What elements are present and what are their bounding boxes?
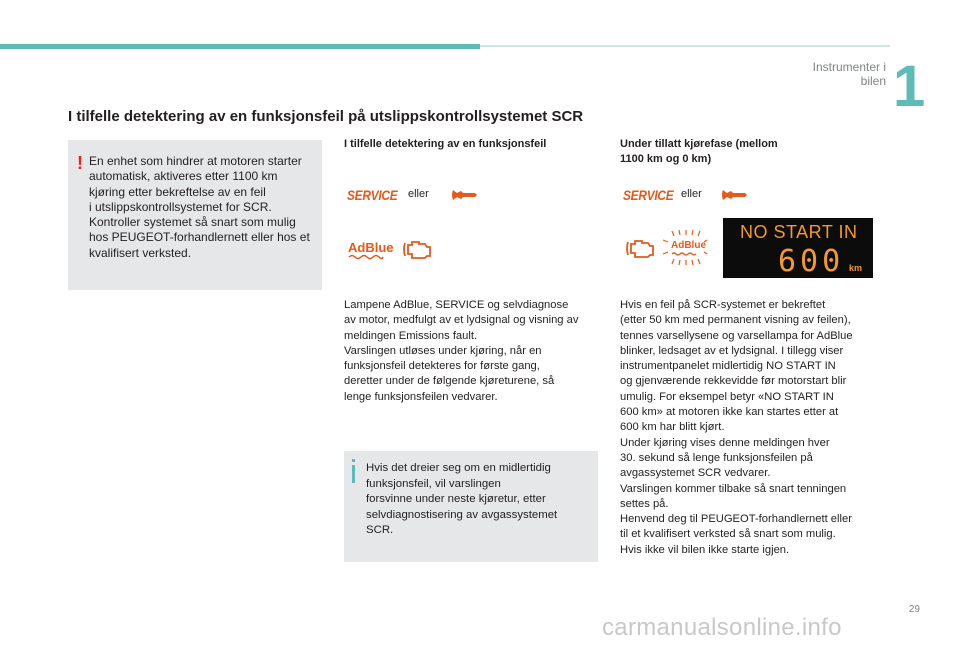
engine-check-icon: [403, 237, 435, 261]
eller-label: eller: [681, 188, 702, 200]
adblue-small-label: AdBlue: [671, 240, 706, 251]
adblue-indicator: AdBlue: [348, 240, 394, 255]
col2-line: Varslingen kommer tilbake så snart tenningen: [620, 482, 847, 495]
col1-line: deretter under de følgende kjøreturene, så: [344, 375, 555, 388]
col1-line: Varslingen utløses under kjøring, når en: [344, 344, 542, 357]
col1-heading: I tilfelle detektering av en funksjonsfeil: [344, 138, 547, 150]
col2-line: tennes varsellysene og varsellampa for AdBlue: [620, 329, 853, 342]
col2-line: Hvis ikke vil bilen ikke starte igjen.: [620, 543, 790, 556]
warning-line: automatisk, aktiveres etter 1100 km: [89, 169, 278, 184]
page-title: I tilfelle detektering av en funksjonsfeil på utslippskontrollsystemet SCR: [68, 108, 584, 125]
header-accent-bar: [0, 44, 480, 49]
no-start-title: NO START IN: [740, 222, 858, 242]
service-indicator: SERVICE: [347, 187, 398, 203]
info-line: SCR.: [366, 524, 394, 536]
no-start-value: 600: [778, 244, 845, 279]
wrench-icon: [450, 184, 480, 204]
chapter-number: 1: [893, 54, 926, 119]
col2-line: blinker, ledsaget av et lydsignal. I tillegg viser: [620, 344, 844, 357]
info-icon: [352, 459, 355, 483]
col1-line: Lampene AdBlue, SERVICE og selvdiagnose: [344, 299, 569, 311]
col2-line: Under kjøring vises denne meldingen hver: [620, 436, 830, 449]
col2-line: til et kvalifisert verksted så snart som mulig.: [620, 528, 836, 541]
adblue-waves-icon: [348, 254, 384, 260]
warning-text: [89, 154, 317, 261]
col2-line: 600 km har blitt kjørt.: [620, 421, 725, 434]
exclamation-warning-icon: !: [77, 153, 83, 173]
eller-label: eller: [408, 188, 429, 200]
col2-line: (etter 50 km med permanent visning av feilen),: [620, 314, 851, 327]
no-start-unit: km: [849, 263, 863, 273]
col2-line: Hvis en feil på SCR-systemet er bekreftet: [620, 299, 826, 311]
wrench-icon: [720, 184, 750, 204]
info-line: Hvis det dreier seg om en midlertidig: [366, 462, 551, 474]
info-line: funksjonsfeil, vil varslingen: [366, 477, 501, 490]
col1-paragraph: [344, 298, 598, 405]
col2-paragraph: [620, 298, 880, 558]
col1-line: funksjonsfeil detekteres for første gang,: [344, 360, 540, 373]
info-line: forsvinne under neste kjøretur, etter: [366, 493, 546, 505]
col2-heading: [620, 137, 870, 167]
warning-line: i utslippskontrollsystemet for SCR.: [89, 199, 272, 214]
col2-line: settes på.: [620, 497, 669, 510]
info-line: selvdiagnostisering av avgassystemet: [366, 508, 558, 521]
col2-heading-line: Under tillatt kjørefase (mellom: [620, 138, 778, 150]
col2-line: umulig. For eksempel betyr «NO START IN: [620, 390, 834, 403]
col2-line: 30. sekund så lenge funksjonsfeilen på: [620, 451, 813, 464]
col1-line: meldingen Emissions fault.: [344, 329, 478, 342]
header-rule: [480, 45, 890, 47]
col1-line: lenge funksjonsfeilen vedvarer.: [344, 390, 498, 403]
col2-line: avgassystemet SCR vedvarer.: [620, 467, 771, 480]
col2-line: 600 km» at motoren ikke kan startes etter at: [620, 406, 839, 419]
col2-heading-line: 1100 km og 0 km): [620, 153, 712, 165]
col2-line: og gjenværende rekkevidde før motorstart blir: [620, 375, 847, 388]
col2-line: Henvend deg til PEUGEOT-forhandlernett eller: [620, 513, 852, 526]
service-indicator: SERVICE: [623, 187, 674, 203]
warning-line: hos PEUGEOT-forhandlernett eller hos et: [89, 230, 310, 245]
col2-line: instrumentpanelet midlertidig NO START IN: [620, 360, 836, 373]
warning-line: kvalifisert verksted.: [89, 245, 192, 260]
warning-line: En enhet som hindrer at motoren starter: [89, 154, 302, 168]
col1-line: av motor, medfulgt av et lydsignal og visning av: [344, 314, 579, 327]
adblue-flashing-icon: [660, 228, 708, 268]
warning-line: kjøring etter bekreftelse av en feil: [89, 184, 266, 199]
info-text: [366, 461, 591, 539]
warning-line: Kontroller systemet så snart som mulig: [89, 215, 296, 230]
engine-check-icon: [626, 236, 658, 260]
section-title: Instrumenter i bilen: [812, 60, 886, 88]
watermark: carmanualsonline.info: [602, 614, 842, 641]
page-number: 29: [908, 604, 920, 615]
